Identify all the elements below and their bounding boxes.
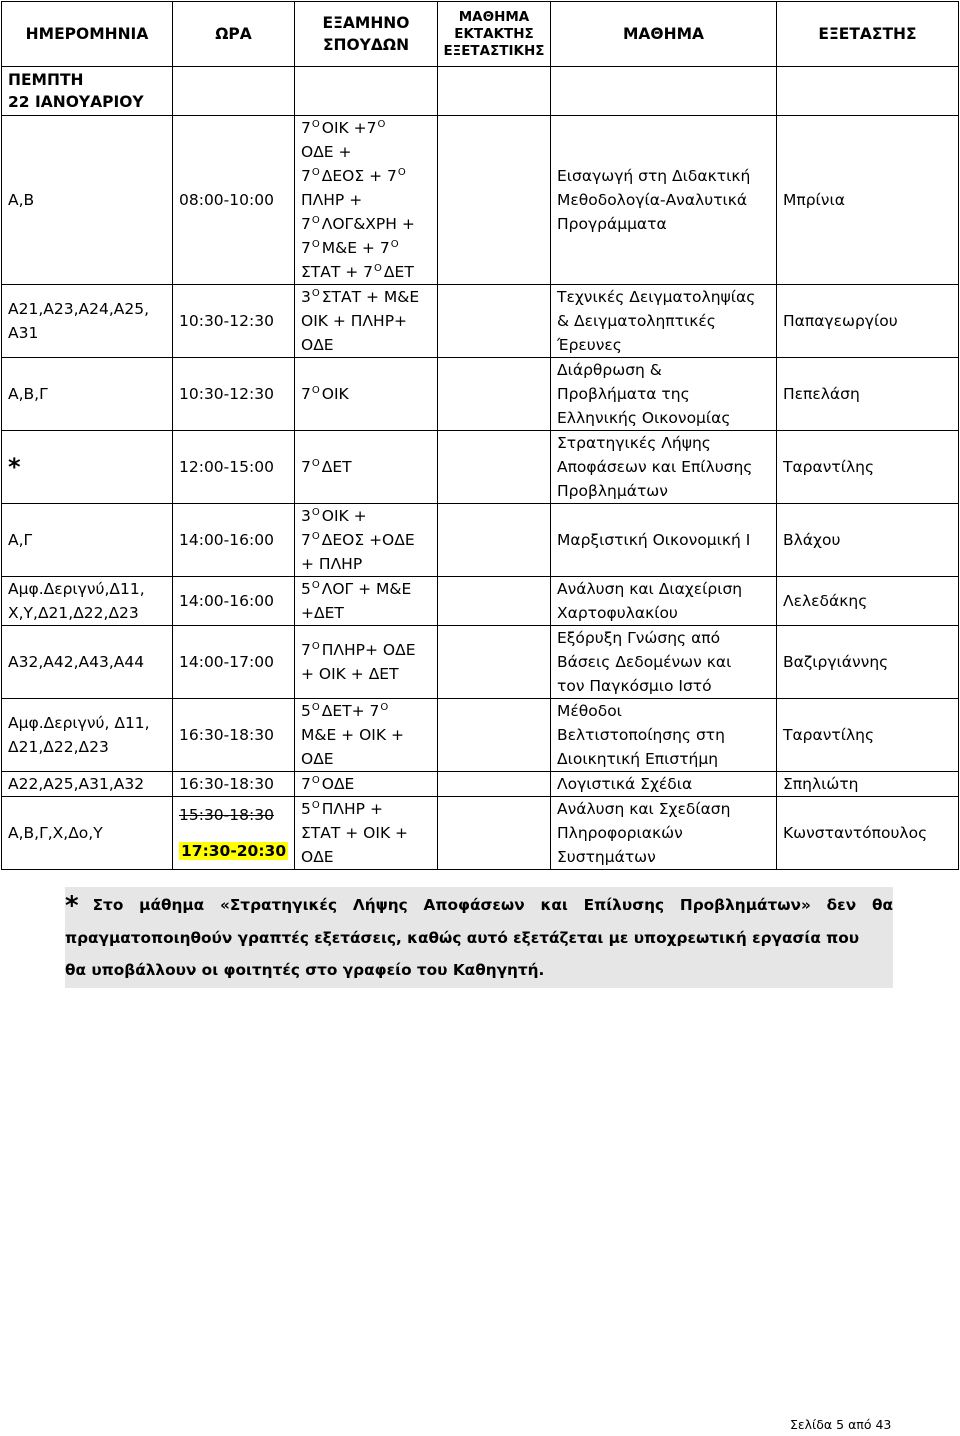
extra-exam-cell bbox=[438, 577, 551, 626]
extra-exam-cell bbox=[438, 699, 551, 772]
table-row bbox=[2, 285, 959, 358]
header-semester: ΕΞΑΜΗΝΟ ΣΠΟΥΔΩΝ bbox=[295, 2, 438, 67]
extra-exam-cell bbox=[438, 285, 551, 358]
semester-cell: $7^O$ $OIK +7^O$ ΟΔΕ + $7^O$ $\Delta EO\Sigma + 7^O$ ΠΛΗΡ + $7^O$ ΛΟΓ&ΧΡΗ + $7^O$ Μ&Ε + $7^O$ $\Sigma TAT + 7^O$ ΔΕΤ bbox=[295, 116, 438, 285]
extra-exam-cell bbox=[438, 358, 551, 431]
header-examiner: ΕΞΕΤΑΣΤΗΣ bbox=[777, 2, 959, 67]
semester-cell: $7^O$ ΠΛΗΡ+ ΟΔΕ + ΟΙΚ + ΔΕΤ bbox=[295, 626, 438, 699]
time-cell: 14:00-16:00 bbox=[173, 577, 295, 626]
table-row bbox=[2, 116, 959, 285]
semester-cell: $7^O$ ΟΔΕ bbox=[295, 772, 438, 797]
table-row bbox=[2, 504, 959, 577]
course-cell: Μαρξιστική Οικονομική Ι bbox=[551, 504, 777, 577]
semester-cell: $7^O$ ΟΙΚ bbox=[295, 358, 438, 431]
groups-cell: Α,Γ bbox=[2, 504, 173, 577]
time-cell: 14:00-16:00 bbox=[173, 504, 295, 577]
groups-cell: Αμφ.Δεριγνύ,Δ11, Χ,Υ,Δ21,Δ22,Δ23 bbox=[2, 577, 173, 626]
extra-exam-cell bbox=[438, 797, 551, 870]
exam-schedule-table bbox=[1, 1, 959, 870]
table-row bbox=[2, 358, 959, 431]
extra-exam-cell bbox=[438, 504, 551, 577]
examiner-cell: Πεπελάση bbox=[777, 358, 959, 431]
course-cell: Ανάλυση και Διαχείριση Χαρτοφυλακίου bbox=[551, 577, 777, 626]
footnote-line-2: πραγματοποιηθούν γραπτές εξετάσεις, καθώς αυτό εξετάζεται με υποχρεωτική εργασία που bbox=[65, 928, 860, 947]
examiner-cell: Βλάχου bbox=[777, 504, 959, 577]
footnote-line-1: * Στο μάθημα «Στρατηγικές Λήψης Αποφάσεων και Επίλυσης Προβλημάτων» δεν θα bbox=[65, 890, 893, 921]
table-row bbox=[2, 577, 959, 626]
page-number: Σελίδα 5 από 43 bbox=[790, 1417, 892, 1432]
groups-cell: Α32,Α42,Α43,Α44 bbox=[2, 626, 173, 699]
course-cell: Λογιστικά Σχέδια bbox=[551, 772, 777, 797]
examiner-cell: Ταραντίλης bbox=[777, 699, 959, 772]
course-cell: Μέθοδοι Βελτιστοποίησης στη Διοικητική Επιστήμη bbox=[551, 699, 777, 772]
table-row bbox=[2, 772, 959, 797]
time-cell: 08:00-10:00 bbox=[173, 116, 295, 285]
course-cell: Εξόρυξη Γνώσης από Βάσεις Δεδομένων και τον Παγκόσμιο Ιστό bbox=[551, 626, 777, 699]
header-time: ΩΡΑ bbox=[173, 2, 295, 67]
semester-cell: $5^O$ ΠΛΗΡ + ΣΤΑΤ + ΟΙΚ + ΟΔΕ bbox=[295, 797, 438, 870]
semester-cell: $3^O$ ΣΤΑΤ + Μ&Ε ΟΙΚ + ΠΛΗΡ+ ΟΔΕ bbox=[295, 285, 438, 358]
semester-cell: $5^O$ $\Delta ET+ 7^O$ Μ&Ε + ΟΙΚ + ΟΔΕ bbox=[295, 699, 438, 772]
table-row bbox=[2, 431, 959, 504]
course-cell: Εισαγωγή στη Διδακτική Μεθοδολογία-Αναλυτικά Προγράμματα bbox=[551, 116, 777, 285]
header-extra-exam: ΜΑΘΗΜΑ ΕΚΤΑΚΤΗΣ ΕΞΕΤΑΣΤΙΚΗΣ bbox=[438, 2, 551, 67]
extra-exam-cell bbox=[438, 431, 551, 504]
course-cell: Ανάλυση και Σχεδίαση Πληροφοριακών Συστημάτων bbox=[551, 797, 777, 870]
extra-exam-cell bbox=[438, 626, 551, 699]
header-date: ΗΜΕΡΟΜΗΝΙΑ bbox=[2, 2, 173, 67]
examiner-cell: Ταραντίλης bbox=[777, 431, 959, 504]
semester-cell: $7^O$ ΔΕΤ bbox=[295, 431, 438, 504]
table-row bbox=[2, 626, 959, 699]
groups-cell bbox=[2, 431, 173, 504]
header-row bbox=[2, 2, 959, 67]
footnote-line-3: θα υποβάλλουν οι φοιτητές στο γραφείο του Καθηγητή. bbox=[65, 960, 545, 979]
course-cell: Τεχνικές Δειγματοληψίας & Δειγματοληπτικές Έρευνες bbox=[551, 285, 777, 358]
groups-cell: Αμφ.Δεριγνύ, Δ11, Δ21,Δ22,Δ23 bbox=[2, 699, 173, 772]
course-cell: Στρατηγικές Λήψης Αποφάσεων και Επίλυσης Προβλημάτων bbox=[551, 431, 777, 504]
examiner-cell: Βαζιργιάννης bbox=[777, 626, 959, 699]
time-cell: 10:30-12:30 bbox=[173, 358, 295, 431]
groups-cell: Α,Β,Γ bbox=[2, 358, 173, 431]
header-course: ΜΑΘΗΜΑ bbox=[551, 2, 777, 67]
cancelled-time: 15:30-18:30 bbox=[179, 806, 274, 824]
new-time-highlight: 17:30-20:30 bbox=[181, 842, 287, 860]
time-cell: 16:30-18:30 bbox=[173, 699, 295, 772]
footnote-box bbox=[65, 887, 893, 988]
footnote-marker: * bbox=[8, 453, 21, 482]
table-row bbox=[2, 699, 959, 772]
examiner-cell: Μπρίνια bbox=[777, 116, 959, 285]
groups-cell: Α21,Α23,Α24,Α25, Α31 bbox=[2, 285, 173, 358]
time-cell bbox=[173, 797, 295, 870]
date-row bbox=[2, 67, 959, 116]
exam-date: ΠΕΜΠΤΗ 22 ΙΑΝΟΥΑΡΙΟΥ bbox=[2, 67, 173, 116]
examiner-cell: Λελεδάκης bbox=[777, 577, 959, 626]
examiner-cell: Σπηλιώτη bbox=[777, 772, 959, 797]
semester-cell: $5^O$ ΛΟΓ + Μ&Ε +ΔΕΤ bbox=[295, 577, 438, 626]
extra-exam-cell bbox=[438, 116, 551, 285]
footnote-star: * bbox=[65, 890, 79, 921]
groups-cell: Α22,Α25,Α31,Α32 bbox=[2, 772, 173, 797]
time-cell: 16:30-18:30 bbox=[173, 772, 295, 797]
time-cell: 10:30-12:30 bbox=[173, 285, 295, 358]
course-cell: Διάρθρωση & Προβλήματα της Ελληνικής Οικονομίας bbox=[551, 358, 777, 431]
table-row bbox=[2, 797, 959, 870]
time-cell: 14:00-17:00 bbox=[173, 626, 295, 699]
extra-exam-cell bbox=[438, 772, 551, 797]
groups-cell: Α,Β bbox=[2, 116, 173, 285]
groups-cell: Α,Β,Γ,Χ,Δο,Υ bbox=[2, 797, 173, 870]
semester-cell: $3^O$ ΟΙΚ + $7^O$ ΔΕΟΣ +ΟΔΕ + ΠΛΗΡ bbox=[295, 504, 438, 577]
examiner-cell: Κωνσταντόπουλος bbox=[777, 797, 959, 870]
examiner-cell: Παπαγεωργίου bbox=[777, 285, 959, 358]
time-cell: 12:00-15:00 bbox=[173, 431, 295, 504]
